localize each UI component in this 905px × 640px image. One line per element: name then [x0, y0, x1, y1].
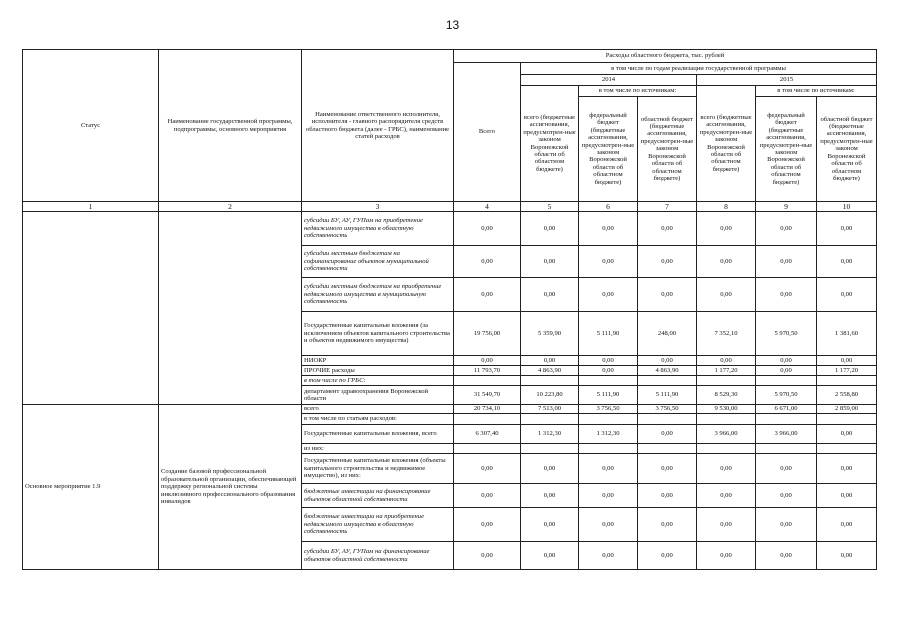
value-cell — [579, 444, 638, 454]
value-cell: 0,00 — [817, 246, 877, 278]
header-program-name: Наименование государственной программы, подпрограммы, основного мероприятия — [159, 50, 302, 202]
value-cell: 0,00 — [756, 246, 817, 278]
value-cell: 4 863,90 — [521, 366, 579, 376]
value-cell — [638, 444, 697, 454]
value-cell: 0,00 — [697, 246, 756, 278]
expense-item-label: субсидии местным бюджетам на софинансирование объектов муниципальной собственности — [302, 246, 454, 278]
value-cell: 0,00 — [756, 356, 817, 366]
value-cell: 7 513,00 — [521, 405, 579, 414]
value-cell: 1 312,30 — [521, 425, 579, 444]
value-cell: 0,00 — [817, 454, 877, 484]
column-number: 7 — [638, 202, 697, 212]
value-cell: 8 529,30 — [697, 386, 756, 405]
value-cell: 7 352,10 — [697, 312, 756, 356]
expense-item-label: ПРОЧИЕ расходы — [302, 366, 454, 376]
header-status: Статус — [23, 50, 159, 202]
column-number: 3 — [302, 202, 454, 212]
value-cell: 11 793,70 — [454, 366, 521, 376]
value-cell: 5 111,90 — [579, 386, 638, 405]
value-cell: 0,00 — [454, 212, 521, 246]
value-cell: 0,00 — [579, 212, 638, 246]
section-name: Создание базовой профессиональной образовательной организации, обеспечивающей поддержку региональной системы инклюзивного профессионального образования инвалидов — [159, 405, 302, 570]
value-cell: 0,00 — [697, 508, 756, 542]
value-cell: 19 756,00 — [454, 312, 521, 356]
expense-item-label: Государственные капитальные вложения (объекты капитального строительства и недвижимое имущество), из них: — [302, 454, 454, 484]
value-cell: 0,00 — [817, 212, 877, 246]
value-cell: 0,00 — [638, 212, 697, 246]
column-number: 6 — [579, 202, 638, 212]
value-cell: 0,00 — [579, 366, 638, 376]
value-cell: 0,00 — [756, 508, 817, 542]
value-cell: 0,00 — [756, 542, 817, 570]
header-total: Всего — [454, 63, 521, 202]
value-cell: 0,00 — [521, 454, 579, 484]
value-cell: 0,00 — [638, 246, 697, 278]
expense-item-label: из них: — [302, 444, 454, 454]
value-cell: 0,00 — [697, 356, 756, 366]
header-2015-regional: областной бюджет (бюджетные ассигнования, предусмотрен-ные законом Воронежской области об областном бюджете) — [817, 97, 877, 202]
value-cell: 5 970,50 — [756, 312, 817, 356]
value-cell: 0,00 — [579, 278, 638, 312]
header-year-2015: 2015 — [697, 75, 877, 86]
value-cell: 0,00 — [579, 454, 638, 484]
expense-item-label: НИОКР — [302, 356, 454, 366]
expense-item-label: департамент здравоохранения Воронежской области — [302, 386, 454, 405]
column-number: 10 — [817, 202, 877, 212]
column-number: 5 — [521, 202, 579, 212]
expense-item-label: в том числе по ГРБС: — [302, 376, 454, 386]
expense-item-label: субсидии БУ, АУ, ГУПам на финансирование объектов областной собственности — [302, 542, 454, 570]
value-cell: 3 756,50 — [579, 405, 638, 414]
value-cell — [697, 376, 756, 386]
value-cell: 2 558,80 — [817, 386, 877, 405]
value-cell: 0,00 — [638, 356, 697, 366]
value-cell — [697, 414, 756, 425]
value-cell: 0,00 — [521, 484, 579, 508]
value-cell: 5 970,50 — [756, 386, 817, 405]
value-cell: 0,00 — [454, 246, 521, 278]
value-cell: 0,00 — [638, 425, 697, 444]
value-cell: 0,00 — [697, 542, 756, 570]
value-cell: 0,00 — [579, 356, 638, 366]
value-cell — [756, 414, 817, 425]
value-cell: 0,00 — [521, 508, 579, 542]
value-cell: 3 756,50 — [638, 405, 697, 414]
value-cell — [697, 444, 756, 454]
expense-item-label: бюджетные инвестиции на приобретение недвижимого имущества в областную собственность — [302, 508, 454, 542]
expense-item-label: в том числе по статьям расходов: — [302, 414, 454, 425]
value-cell: 4 863,90 — [638, 366, 697, 376]
header-2015-all: всего (бюджетные ассигнования, предусмотрен-ные законом Воронежской области об областном бюджете) — [697, 86, 756, 202]
value-cell — [454, 414, 521, 425]
value-cell: 0,00 — [817, 278, 877, 312]
column-number: 1 — [23, 202, 159, 212]
expense-item-label: бюджетные инвестиции на финансирование объектов областной собственности — [302, 484, 454, 508]
value-cell — [521, 444, 579, 454]
value-cell: 0,00 — [579, 508, 638, 542]
value-cell: 0,00 — [454, 278, 521, 312]
value-cell — [454, 444, 521, 454]
value-cell: 6 307,40 — [454, 425, 521, 444]
value-cell — [756, 444, 817, 454]
column-number: 9 — [756, 202, 817, 212]
value-cell: 1 381,60 — [817, 312, 877, 356]
value-cell: 10 223,80 — [521, 386, 579, 405]
value-cell: 0,00 — [817, 425, 877, 444]
status-cell-empty — [23, 212, 159, 405]
value-cell: 6 671,00 — [756, 405, 817, 414]
value-cell: 0,00 — [579, 542, 638, 570]
value-cell: 5 359,90 — [521, 312, 579, 356]
value-cell: 5 111,90 — [579, 312, 638, 356]
header-2015-sources: в том числе по источникам: — [756, 86, 877, 97]
expense-item-label: всего — [302, 405, 454, 414]
section-status: Основное мероприятие 1.9 — [23, 405, 159, 570]
value-cell: 0,00 — [638, 454, 697, 484]
expense-item-label: Государственные капитальные вложения, всего — [302, 425, 454, 444]
value-cell: 0,00 — [817, 484, 877, 508]
expense-item-label: Государственные капитальные вложения (за исключением объектов капитального строительства и объектов недвижимого имущества) — [302, 312, 454, 356]
value-cell: 0,00 — [638, 484, 697, 508]
value-cell: 0,00 — [697, 454, 756, 484]
value-cell: 0,00 — [521, 542, 579, 570]
value-cell: 0,00 — [521, 246, 579, 278]
value-cell — [521, 376, 579, 386]
value-cell: 0,00 — [638, 542, 697, 570]
value-cell: 0,00 — [697, 278, 756, 312]
value-cell: 0,00 — [817, 542, 877, 570]
expense-item-label: субсидии местным бюджетам на приобретение недвижимого имущества в муниципальную собственность — [302, 278, 454, 312]
program-cell-empty — [159, 212, 302, 405]
value-cell: 0,00 — [454, 484, 521, 508]
value-cell: 0,00 — [756, 366, 817, 376]
header-by-years: в том числе по годам реализации государственной программы — [521, 63, 877, 75]
value-cell: 0,00 — [697, 484, 756, 508]
value-cell — [817, 444, 877, 454]
value-cell: 0,00 — [521, 278, 579, 312]
value-cell: 248,00 — [638, 312, 697, 356]
value-cell: 0,00 — [454, 508, 521, 542]
value-cell: 0,00 — [756, 212, 817, 246]
column-number: 2 — [159, 202, 302, 212]
value-cell: 31 549,70 — [454, 386, 521, 405]
value-cell: 1 177,20 — [697, 366, 756, 376]
value-cell: 0,00 — [756, 484, 817, 508]
value-cell: 2 859,00 — [817, 405, 877, 414]
page-number: 13 — [445, 18, 460, 32]
value-cell: 0,00 — [756, 278, 817, 312]
value-cell: 0,00 — [454, 356, 521, 366]
table-row — [23, 212, 877, 246]
value-cell: 0,00 — [756, 454, 817, 484]
value-cell: 0,00 — [638, 278, 697, 312]
value-cell — [638, 376, 697, 386]
value-cell: 0,00 — [697, 212, 756, 246]
header-2014-federal: федеральный бюджет (бюджетные ассигнования, предусмотрен-ные законом Воронежской области об областном бюджете) — [579, 97, 638, 202]
expense-item-label: субсидии БУ, АУ, ГУПам на приобретение недвижимого имущества в областную собственность — [302, 212, 454, 246]
value-cell — [817, 414, 877, 425]
value-cell: 5 111,90 — [638, 386, 697, 405]
value-cell — [756, 376, 817, 386]
value-cell: 0,00 — [521, 356, 579, 366]
value-cell: 0,00 — [579, 246, 638, 278]
value-cell — [454, 376, 521, 386]
header-year-2014: 2014 — [521, 75, 697, 86]
header-2014-regional: областной бюджет (бюджетные ассигнования, предусмотрен-ные законом Воронежской области об областном бюджете) — [638, 97, 697, 202]
value-cell — [638, 414, 697, 425]
value-cell: 0,00 — [817, 356, 877, 366]
value-cell: 1 177,20 — [817, 366, 877, 376]
value-cell: 0,00 — [638, 508, 697, 542]
value-cell: 1 312,30 — [579, 425, 638, 444]
table-row — [23, 405, 877, 414]
value-cell: 0,00 — [454, 542, 521, 570]
value-cell — [579, 414, 638, 425]
value-cell: 0,00 — [579, 484, 638, 508]
value-cell: 9 530,00 — [697, 405, 756, 414]
value-cell: 3 966,00 — [697, 425, 756, 444]
value-cell: 20 734,10 — [454, 405, 521, 414]
header-executor: Наименование ответственного исполнителя, исполнителя - главного распорядителя средств областного бюджета (далее - ГРБС), наименование статей расходов — [302, 50, 454, 202]
column-number: 8 — [697, 202, 756, 212]
value-cell: 0,00 — [454, 454, 521, 484]
value-cell — [579, 376, 638, 386]
column-number: 4 — [454, 202, 521, 212]
value-cell — [817, 376, 877, 386]
column-number-row — [23, 202, 877, 212]
header-2015-federal: федеральный бюджет (бюджетные ассигнования, предусмотрен-ные законом Воронежской области об областном бюджете) — [756, 97, 817, 202]
header-2014-all: всего (бюджетные ассигнования, предусмотрен-ные законом Воронежской области об областном бюджете) — [521, 86, 579, 202]
value-cell: 3 966,00 — [756, 425, 817, 444]
header-expenses: Расходы областного бюджета, тыс. рублей — [454, 50, 877, 63]
value-cell: 0,00 — [817, 508, 877, 542]
budget-table — [22, 49, 877, 570]
value-cell: 0,00 — [521, 212, 579, 246]
value-cell — [521, 414, 579, 425]
header-2014-sources: в том числе по источникам: — [579, 86, 697, 97]
